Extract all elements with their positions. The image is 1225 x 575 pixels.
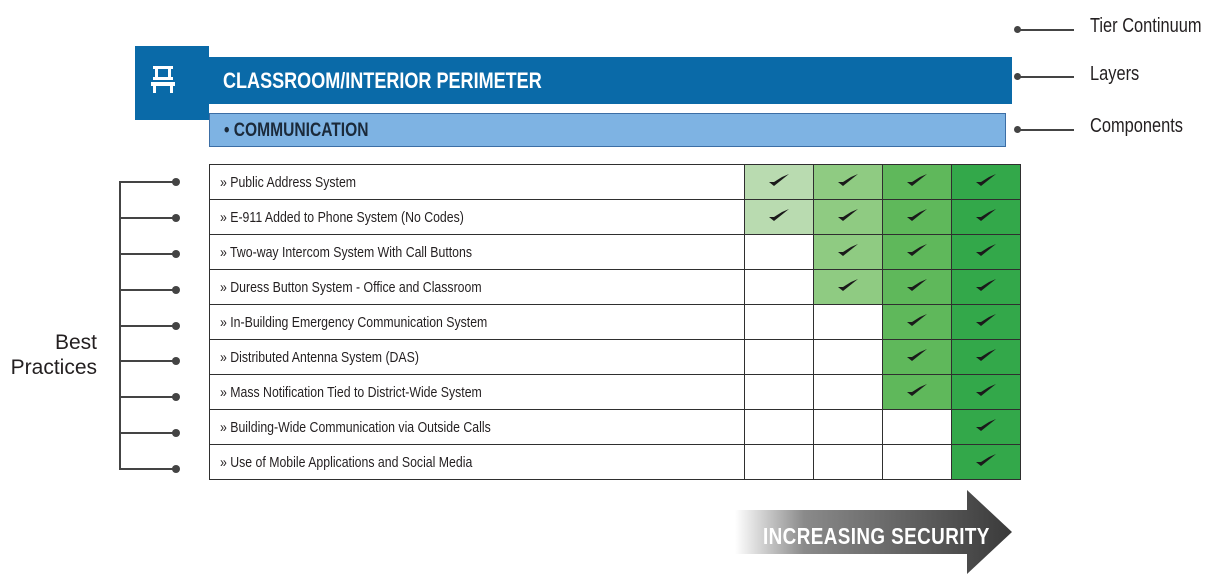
check-icon	[975, 243, 997, 257]
check-icon	[906, 313, 928, 327]
bracket-dot	[172, 393, 180, 401]
component-header	[209, 113, 1006, 147]
tier-2-cell	[814, 445, 883, 480]
practice-label: » E-911 Added to Phone System (No Codes)	[210, 200, 745, 235]
bracket-tick	[119, 289, 176, 291]
check-icon	[768, 173, 790, 187]
bracket-tick	[119, 360, 176, 362]
tier-continuum-label: Tier Continuum	[1090, 15, 1202, 37]
practice-label: » Building-Wide Communication via Outside Calls	[210, 410, 745, 445]
components-label: Components	[1090, 115, 1183, 137]
tier-1-cell	[745, 165, 814, 200]
check-icon	[837, 208, 859, 222]
bracket-tick	[119, 181, 176, 183]
components-line	[1018, 129, 1074, 131]
layers-line	[1018, 76, 1074, 78]
bracket-tick	[119, 468, 176, 470]
bracket-dot	[172, 429, 180, 437]
tier-3-cell	[883, 445, 952, 480]
practice-label: » Mass Notification Tied to District-Wide System	[210, 375, 745, 410]
increasing-security-arrow	[735, 490, 1015, 575]
check-icon	[906, 383, 928, 397]
bracket-dot	[172, 357, 180, 365]
check-icon	[906, 208, 928, 222]
tier-3-cell	[883, 375, 952, 410]
tier-1-cell	[745, 445, 814, 480]
best-practices-table	[209, 164, 1021, 480]
tier-4-cell	[952, 165, 1021, 200]
tier-2-cell	[814, 410, 883, 445]
classroom-desk-icon	[149, 64, 177, 94]
bracket-dot	[172, 178, 180, 186]
increasing-security-label: INCREASING SECURITY	[763, 523, 990, 549]
tier-4-cell	[952, 410, 1021, 445]
table-row	[210, 375, 1021, 410]
layer-header	[209, 57, 1012, 104]
tier-4-cell	[952, 235, 1021, 270]
check-icon	[906, 278, 928, 292]
table-row	[210, 340, 1021, 375]
check-icon	[975, 173, 997, 187]
check-icon	[975, 453, 997, 467]
tier-2-cell	[814, 340, 883, 375]
check-icon	[768, 208, 790, 222]
table-row	[210, 235, 1021, 270]
tier-2-cell	[814, 235, 883, 270]
check-icon	[975, 208, 997, 222]
layer-icon-box	[135, 46, 209, 120]
component-title: • COMMUNICATION	[224, 120, 369, 141]
check-icon	[837, 243, 859, 257]
tier-1-cell	[745, 375, 814, 410]
practice-label: » Two-way Intercom System With Call Buttons	[210, 235, 745, 270]
table-row	[210, 200, 1021, 235]
tier-1-cell	[745, 270, 814, 305]
tier-2-cell	[814, 165, 883, 200]
bracket-tick	[119, 432, 176, 434]
layer-title: CLASSROOM/INTERIOR PERIMETER	[223, 68, 542, 93]
tier-2-cell	[814, 305, 883, 340]
bracket-dot	[172, 214, 180, 222]
table-row	[210, 445, 1021, 480]
tier-2-cell	[814, 375, 883, 410]
tier-3-cell	[883, 305, 952, 340]
tier-1-cell	[745, 235, 814, 270]
tier-2-cell	[814, 270, 883, 305]
bracket-tick	[119, 253, 176, 255]
table-row	[210, 305, 1021, 340]
table-row	[210, 165, 1021, 200]
tier-3-cell	[883, 165, 952, 200]
tier-4-cell	[952, 200, 1021, 235]
tier-3-cell	[883, 410, 952, 445]
check-icon	[975, 418, 997, 432]
bracket-dot	[172, 250, 180, 258]
check-icon	[975, 313, 997, 327]
tier-4-cell	[952, 305, 1021, 340]
table-row	[210, 410, 1021, 445]
tier-4-cell	[952, 270, 1021, 305]
bracket-tick	[119, 396, 176, 398]
check-icon	[837, 278, 859, 292]
layers-label: Layers	[1090, 63, 1140, 85]
practice-label: » Distributed Antenna System (DAS)	[210, 340, 745, 375]
practice-label: » Public Address System	[210, 165, 745, 200]
bracket-tick	[119, 217, 176, 219]
tier-1-cell	[745, 200, 814, 235]
tier-3-cell	[883, 270, 952, 305]
check-icon	[975, 278, 997, 292]
best-practices-label: Best Practices	[10, 331, 97, 379]
practice-label: » In-Building Emergency Communication System	[210, 305, 745, 340]
tier-4-cell	[952, 445, 1021, 480]
tier-1-cell	[745, 305, 814, 340]
tier-continuum-line	[1018, 29, 1074, 31]
tier-1-cell	[745, 340, 814, 375]
check-icon	[906, 243, 928, 257]
practice-label: » Duress Button System - Office and Classroom	[210, 270, 745, 305]
check-icon	[906, 173, 928, 187]
check-icon	[837, 173, 859, 187]
tier-3-cell	[883, 235, 952, 270]
check-icon	[906, 348, 928, 362]
bracket-tick	[119, 325, 176, 327]
tier-4-cell	[952, 340, 1021, 375]
check-icon	[975, 348, 997, 362]
tier-2-cell	[814, 200, 883, 235]
tier-3-cell	[883, 200, 952, 235]
table-row	[210, 270, 1021, 305]
bracket-dot	[172, 322, 180, 330]
tier-3-cell	[883, 340, 952, 375]
practice-label: » Use of Mobile Applications and Social Media	[210, 445, 745, 480]
check-icon	[975, 383, 997, 397]
bracket-dot	[172, 465, 180, 473]
tier-1-cell	[745, 410, 814, 445]
bracket-dot	[172, 286, 180, 294]
tier-4-cell	[952, 375, 1021, 410]
